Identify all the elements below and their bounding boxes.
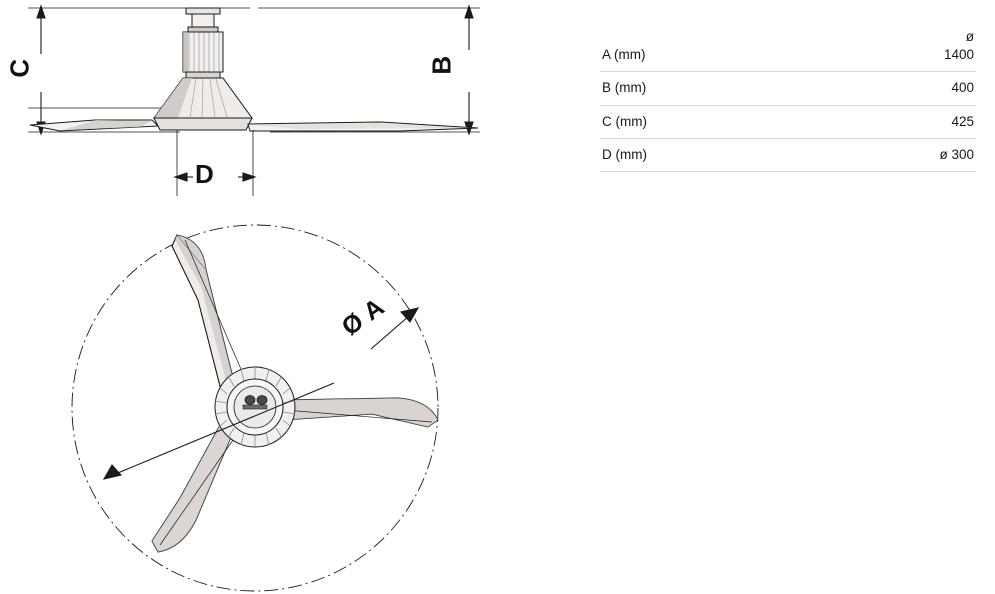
plan-hub-bolt-right: [257, 396, 267, 405]
table-cell-key: B (mm): [600, 72, 810, 105]
table-row: [600, 72, 976, 105]
plan-hub-bolt-left: [245, 396, 255, 405]
plan-hub-bar: [243, 405, 267, 409]
housing-shadow: [183, 32, 188, 72]
table-cell-value: 400: [810, 72, 976, 105]
table-cell-value-top: ø: [965, 29, 974, 44]
dimension-d: [175, 173, 255, 181]
table-cell-value: [810, 26, 976, 72]
hub-base-plate: [154, 118, 252, 130]
table-cell-value: ø 300: [810, 138, 976, 171]
table-cell-key: D (mm): [600, 138, 810, 171]
table-row: [600, 138, 976, 171]
table-row: [600, 105, 976, 138]
table-cell-value: 425: [810, 105, 976, 138]
mount-cap: [186, 8, 220, 14]
plan-blade-right-shade: [280, 398, 438, 427]
dimension-label-b: B: [426, 55, 457, 75]
dimension-c: [37, 6, 45, 134]
table-cell-value-bottom: 1400: [943, 47, 974, 63]
downrod-upper: [192, 14, 214, 27]
dimension-label-a: Ø A: [336, 292, 390, 342]
d-extension-lines: [177, 130, 253, 196]
downrod-collar: [188, 27, 218, 32]
table-row: [600, 26, 976, 72]
housing-collar-lower: [186, 72, 220, 78]
side-elevation: [28, 6, 480, 196]
table-cell-key: A (mm): [600, 26, 810, 72]
table-cell-key: C (mm): [600, 105, 810, 138]
guide-lines: [28, 8, 480, 132]
plan-blade-bottom-shade: [152, 425, 234, 552]
dimension-label-d: D: [195, 159, 215, 189]
plan-view: [72, 225, 438, 591]
dimension-table: [600, 26, 976, 172]
dimension-b: [465, 6, 473, 134]
dimension-label-c: C: [4, 58, 35, 78]
